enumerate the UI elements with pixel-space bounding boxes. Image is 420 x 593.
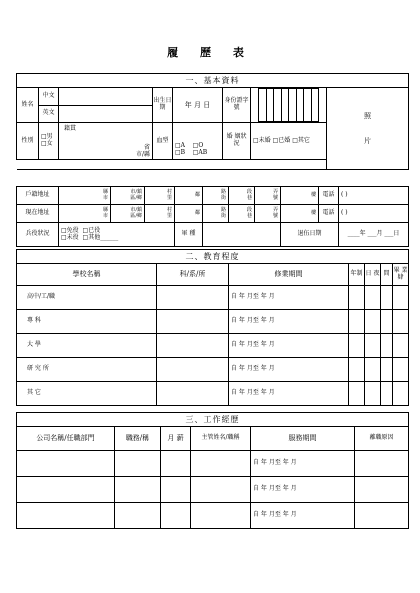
work-header-row [17,427,409,451]
salary-field[interactable] [161,451,191,477]
unmarried-label: 未婚 [258,136,271,144]
spacer-row [17,160,327,170]
reg-lane: 巷 [246,194,252,201]
other-marital-label: 其它 [297,136,310,144]
salary-field[interactable] [161,503,191,529]
chinese-name-field[interactable] [59,88,153,106]
blood-ab-label: AB [198,149,208,157]
edu-level-label: 大 學 [17,334,157,358]
birth-date-field[interactable]: 年 月 日 [173,88,223,123]
edu-row [17,334,409,358]
company-field[interactable] [17,477,115,503]
name-label: 姓名 [17,88,39,123]
year-system-header: 年制 [349,264,365,286]
edu-daynight-field[interactable] [365,310,381,334]
edu-between-field[interactable] [381,334,393,358]
current-address-label: 現在地址 [17,205,59,223]
cur-alley: 弄 [272,206,278,213]
graduation-header: 畢 業 肄 [393,264,409,286]
married-label: 已婚 [278,136,291,144]
native-place-cell[interactable] [59,123,153,160]
blood-options [173,123,223,160]
edu-year-field[interactable] [349,286,365,310]
supervisor-field[interactable] [191,477,251,503]
edu-between-field[interactable] [381,382,393,406]
edu-dept-field[interactable] [157,382,229,406]
reg-city: 市 [102,194,108,201]
edu-daynight-field[interactable] [365,334,381,358]
english-name-field[interactable] [59,105,153,123]
served-label: 已役 [88,226,101,234]
edu-row [17,310,409,334]
edu-dept-field[interactable] [157,358,229,382]
branch-field[interactable] [203,223,281,247]
edu-dept-field[interactable] [157,334,229,358]
edu-dept-field[interactable] [157,286,229,310]
edu-year-field[interactable] [349,310,365,334]
edu-year-field[interactable] [349,358,365,382]
sex-options [39,123,59,160]
leave-reason-field[interactable] [355,451,409,477]
supervisor-header: 主管姓名/職稱 [191,427,251,451]
reg-alley: 弄 [272,188,278,195]
edu-grad-field[interactable] [393,334,409,358]
service-period-field[interactable]: 自 年 月至 年 月 [251,503,355,529]
edu-level-label: 高中/工/職 [17,286,157,310]
reg-district: 區/鄉 [130,194,142,201]
basic-section-heading: 一、基本資料 [17,74,409,88]
salary-field[interactable] [161,477,191,503]
province-label: 省 [143,144,150,152]
registered-address-row [17,187,409,205]
military-label: 兵役狀況 [17,223,59,247]
reg-phone-label: 電話 [319,187,339,205]
cur-district: 區/鄉 [130,212,142,219]
company-header: 公司名稱/任職部門 [17,427,115,451]
leave-reason-header: 離職原因 [355,427,409,451]
edu-row [17,286,409,310]
reg-number: 號 [272,194,278,201]
edu-row [17,382,409,406]
dept-header: 科/系/所 [157,264,229,286]
other-military-label: 其他______ [88,233,119,241]
edu-row [17,358,409,382]
english-label: 英文 [39,105,59,123]
education-table [16,249,409,406]
id-number-field[interactable] [251,88,327,123]
basic-info-table [16,73,409,170]
edu-level-label: 其 它 [17,382,157,406]
edu-period-field[interactable]: 自 年 月至 年 月 [229,334,349,358]
photo-label-b: 片 [364,136,371,145]
between-header: 間 [381,264,393,286]
blood-label: 血型 [153,123,173,160]
cur-phone-field[interactable]: ( ) [339,205,409,223]
photo-label-a: 照 [364,112,371,121]
not-served-label: 未役 [66,233,79,241]
edu-between-field[interactable] [381,310,393,334]
branch-label: 軍 種 [175,223,203,247]
cur-phone-label: 電話 [319,205,339,223]
cur-village: 村 [166,206,172,213]
birth-label: 出生日期 [153,88,173,123]
city-label: 市/縣 [135,151,150,159]
id-label: 身份證字 號 [223,88,251,123]
current-address-row [17,205,409,223]
reg-floor: 樓 [281,187,319,205]
position-field[interactable] [115,451,161,477]
cur-county: 縣 [102,206,108,213]
education-section-heading: 二、教育程度 [17,250,409,264]
edu-level-label: 專 科 [17,310,157,334]
edu-period-field[interactable]: 自 年 月至 年 月 [229,358,349,382]
cur-road: 路 [220,206,226,213]
position-header: 職務/稱 [115,427,161,451]
edu-between-field[interactable] [381,286,393,310]
position-field[interactable] [115,503,161,529]
company-field[interactable] [17,451,115,477]
cur-li: 里 [166,212,172,219]
blood-o-label: O [198,142,204,150]
edu-daynight-field[interactable] [365,382,381,406]
edu-grad-field[interactable] [393,358,409,382]
address-table [16,186,409,247]
marital-options [251,123,327,160]
photo-box[interactable] [327,88,409,170]
edu-daynight-field[interactable] [365,358,381,382]
cur-number: 號 [272,212,278,219]
work-table [16,412,409,529]
company-field[interactable] [17,503,115,529]
cur-city: 市 [102,212,108,219]
cur-lane: 巷 [246,212,252,219]
cur-floor: 樓 [281,205,319,223]
reg-road: 路 [220,188,226,195]
edu-daynight-field[interactable] [365,286,381,310]
cur-neighborhood: 鄰 [175,205,203,223]
edu-period-field[interactable]: 自 年 月至 年 月 [229,310,349,334]
exempt-label: 免役 [66,226,79,234]
salary-header: 月 薪 [161,427,191,451]
supervisor-field[interactable] [191,451,251,477]
cur-street: 街 [220,212,226,219]
discharge-date-field[interactable]: ____年 ___月 ___日 [339,223,409,247]
marital-label: 婚 姻狀 況 [223,123,251,160]
edu-grad-field[interactable] [393,310,409,334]
reg-section: 段 [246,188,252,195]
reg-village: 村 [166,188,172,195]
edu-dept-field[interactable] [157,310,229,334]
leave-reason-field[interactable] [355,477,409,503]
edu-between-field[interactable] [381,358,393,382]
cur-town: 市/鎮 [130,206,142,213]
blood-a-label: A [180,142,186,150]
work-row [17,477,409,503]
chinese-label: 中文 [39,88,59,106]
leave-reason-field[interactable] [355,503,409,529]
service-period-field[interactable]: 自 年 月至 年 月 [251,451,355,477]
reg-county: 縣 [102,188,108,195]
position-field[interactable] [115,477,161,503]
work-row [17,451,409,477]
service-period-field[interactable]: 自 年 月至 年 月 [251,477,355,503]
reg-neighborhood: 鄰 [175,187,203,205]
day-night-header: 日 夜 [365,264,381,286]
registered-address-label: 戶籍地址 [17,187,59,205]
work-section-heading: 三、工作經歷 [17,413,409,427]
work-row [17,503,409,529]
edu-grad-field[interactable] [393,286,409,310]
cur-section: 段 [246,206,252,213]
female-label: 女 [46,140,53,147]
edu-grad-field[interactable] [393,382,409,406]
education-header-row [17,264,409,286]
page-title: 履 歷 表 [167,46,253,59]
edu-level-label: 研 究 所 [17,358,157,382]
reg-street: 街 [220,194,226,201]
reg-town: 市/鎮 [130,188,142,195]
supervisor-field[interactable] [191,503,251,529]
edu-period-field[interactable]: 自 年 月至 年 月 [229,286,349,310]
sex-label: 性別 [17,123,39,160]
blood-b-label: B [180,149,186,157]
period-header: 修業期間 [229,264,349,286]
edu-period-field[interactable]: 自 年 月至 年 月 [229,382,349,406]
reg-li: 里 [166,194,172,201]
reg-phone-field[interactable]: ( ) [339,187,409,205]
school-header: 學校名稱 [17,264,157,286]
male-label: 男 [46,133,53,141]
edu-year-field[interactable] [349,334,365,358]
native-label: 籍貫 [63,125,76,132]
military-row [17,223,409,247]
discharge-label: 退伍日期 [281,223,339,247]
service-period-header: 服務期間 [251,427,355,451]
military-options [59,223,175,247]
edu-year-field[interactable] [349,382,365,406]
